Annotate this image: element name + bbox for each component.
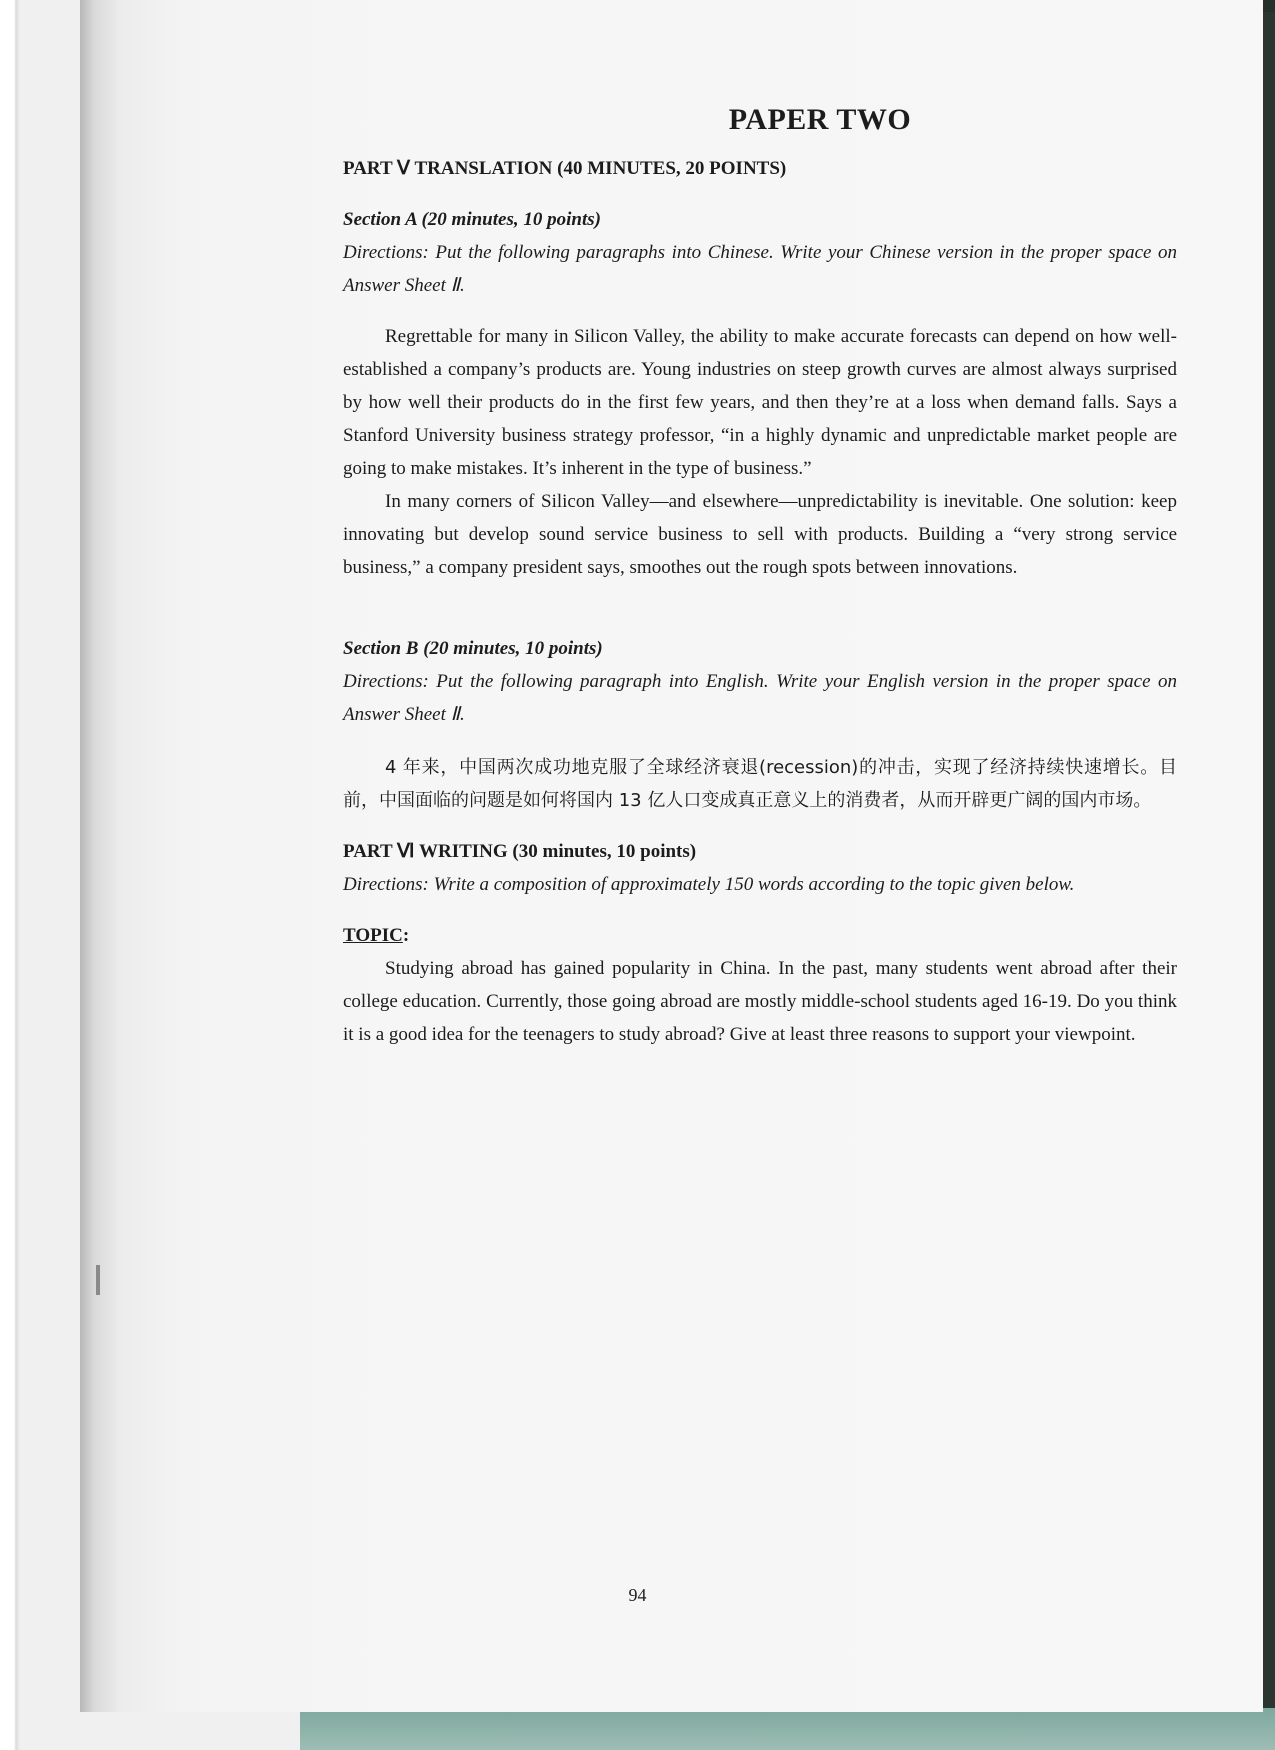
topic-text: Studying abroad has gained popularity in China. In the past, many students went abroad after their college education. Currently, those going abroad are mostly middle-school students aged 16-19. Do you think it is a good idea for the teenagers to study abroad? Give at least three reasons to support your viewpoint. <box>343 958 1177 1045</box>
scanner-edge-right <box>1262 0 1275 1750</box>
part-6-directions: Directions: Write a composition of approximately 150 words according to the topic given below. <box>343 874 1075 895</box>
page-number: 94 <box>628 1585 647 1605</box>
section-a-paragraph-1: Regrettable for many in Silicon Valley, the ability to make accurate forecasts can depend on how well-established a company’s products are. Young industries on steep growth curves are almost always surprised by how well their products do in the first few years, and then they’re at a loss when demand falls. Says a Stanford University business strategy professor, “in a highly dynamic and unpredictable market people are going to make mistakes. It’s inherent in the type of business.” <box>343 326 1177 479</box>
binding-mark <box>96 1265 100 1295</box>
section-b-heading: Section B (20 minutes, 10 points) <box>343 638 603 659</box>
section-a-paragraph-2: In many corners of Silicon Valley—and elsewhere—unpredictability is inevitable. One solution: keep innovating but develop sound service business to sell with products. Building a “very strong service business,” a company president says, smoothes out the rough spots between innovations. <box>343 491 1177 578</box>
topic-label: TOPIC <box>343 925 403 946</box>
section-b-directions: Directions: Put the following paragraph into English. Write your English version in the proper space on Answer Sheet Ⅱ. <box>343 671 1177 725</box>
topic-heading <box>343 919 1177 952</box>
page-gutter-shadow <box>80 0 120 1712</box>
page-content <box>343 100 1177 1051</box>
book-cover-edge <box>300 1708 1275 1750</box>
part-6-heading: PART Ⅵ WRITING (30 minutes, 10 points) <box>343 841 697 862</box>
section-a-directions: Directions: Put the following paragraphs into Chinese. Write your Chinese version in the proper space on Answer Sheet Ⅱ. <box>343 242 1177 296</box>
section-b-chinese-paragraph: 4 年来，中国两次成功地克服了全球经济衰退(recession)的冲击，实现了经济持续快速增长。目前，中国面临的问题是如何将国内 13 亿人口变成真正意义上的消费者，从而开辟更广阔的国内市场。 <box>343 757 1177 811</box>
part-5-heading: PART Ⅴ TRANSLATION (40 MINUTES, 20 POINTS) <box>343 158 787 179</box>
topic-colon: : <box>402 925 410 946</box>
paper-title: PAPER TWO <box>728 103 912 136</box>
section-a-heading: Section A (20 minutes, 10 points) <box>343 209 601 230</box>
